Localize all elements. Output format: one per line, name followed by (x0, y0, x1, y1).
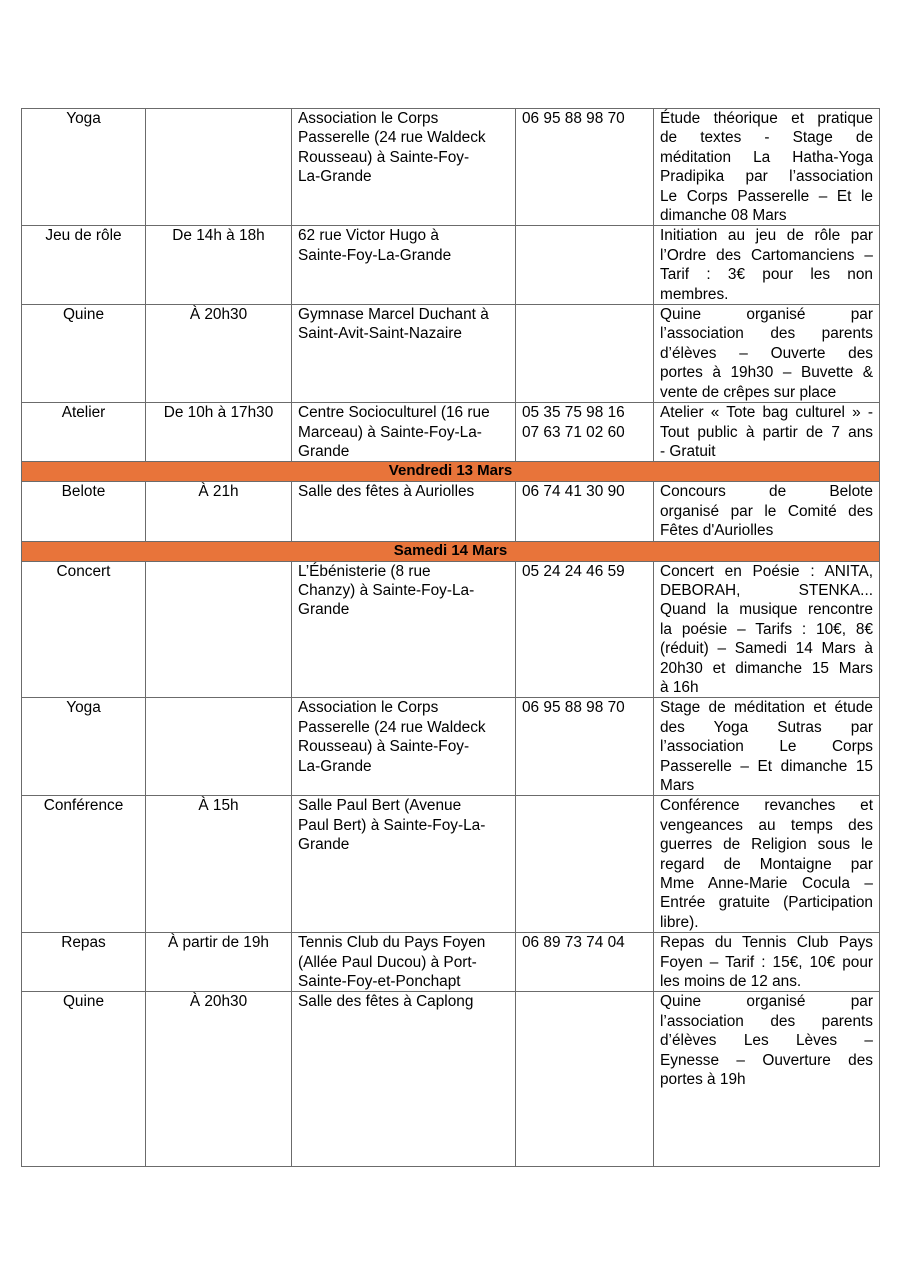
event-description (654, 403, 880, 462)
event-row (22, 226, 880, 305)
event-description-line: de textes - Stage de (660, 129, 873, 147)
event-description-line: Fêtes d'Auriolles (660, 522, 774, 540)
event-phone (516, 933, 654, 992)
event-description-line: libre). (660, 913, 699, 931)
day-section-label: Vendredi 13 Mars (22, 462, 880, 482)
event-description-line: Pradipika par l’association (660, 168, 873, 186)
event-place-line: Salle Paul Bert (Avenue (298, 797, 462, 815)
event-place (292, 933, 516, 992)
event-description-line: regard de Montaigne par (660, 855, 873, 873)
event-description-line: dimanche 08 Mars (660, 207, 787, 225)
event-place-line: Centre Socioculturel (16 rue (298, 404, 490, 422)
event-description-line: Tarif : 3€ pour les non (660, 266, 873, 284)
event-description-line: - Gratuit (660, 442, 716, 460)
event-time: À 20h30 (146, 992, 292, 1167)
event-description-line: Tout public à partir de 7 ans (660, 423, 873, 441)
event-description-line: Concours de Belote (660, 483, 873, 501)
event-description-line: Mme Anne-Marie Cocula – (660, 875, 873, 893)
event-description-line: DEBORAH, STENKA... (660, 581, 873, 599)
event-phone (516, 698, 654, 796)
event-description-line: Étude théorique et pratique (660, 110, 873, 127)
event-description-line: méditation La Hatha-Yoga (660, 148, 873, 166)
event-description-line: d’élèves Les Lèves – (660, 1032, 873, 1050)
event-description-line: Quand la musique rencontre (660, 601, 873, 619)
event-description-line: d’élèves – Ouverte des (660, 344, 873, 362)
event-activity: Repas (22, 933, 146, 992)
event-time: De 14h à 18h (146, 226, 292, 305)
event-time: À 21h (146, 482, 292, 541)
event-place-line: La-Grande (298, 757, 372, 775)
event-place-line: L’Ébénisterie (8 rue (298, 562, 431, 580)
event-place (292, 992, 516, 1167)
event-activity: Yoga (22, 109, 146, 226)
event-phone (516, 561, 654, 698)
event-row (22, 482, 880, 541)
event-description-line: portes à 19h (660, 1071, 746, 1089)
event-description (654, 226, 880, 305)
event-description-line: Initiation au jeu de rôle par (660, 227, 873, 245)
event-description-line: 20h30 et dimanche 15 Mars (660, 659, 873, 677)
event-description-line: portes à 19h30 – Buvette & (660, 364, 873, 382)
event-place-line: Rousseau) à Sainte-Foy- (298, 738, 470, 756)
event-description-line: Concert en Poésie : ANITA, (660, 562, 873, 580)
event-activity: Jeu de rôle (22, 226, 146, 305)
event-row (22, 403, 880, 462)
event-phone (516, 796, 654, 933)
event-place-line: Gymnase Marcel Duchant à (298, 306, 489, 324)
event-description-line: Quine organisé par (660, 306, 873, 324)
event-description-line: Quine organisé par (660, 993, 873, 1011)
event-phone-line: 06 95 88 98 70 (522, 699, 625, 717)
event-time (146, 561, 292, 698)
event-description-line: Repas du Tennis Club Pays (660, 934, 873, 952)
day-section-label: Samedi 14 Mars (22, 541, 880, 561)
event-description-line: Foyen – Tarif : 15€, 10€ pour (660, 953, 873, 971)
event-row (22, 305, 880, 403)
event-row (22, 796, 880, 933)
event-phone (516, 482, 654, 541)
event-phone (516, 403, 654, 462)
event-place (292, 226, 516, 305)
event-place-line: Marceau) à Sainte-Foy-La- (298, 423, 482, 441)
event-description-line: Atelier « Tote bag culturel » - (660, 404, 873, 422)
event-description (654, 561, 880, 698)
event-place-line: Grande (298, 836, 350, 854)
event-place-line: (Allée Paul Ducou) à Port- (298, 953, 477, 971)
event-description-line: les moins de 12 ans. (660, 973, 802, 991)
event-activity: Conférence (22, 796, 146, 933)
event-phone-line: 05 35 75 98 16 (522, 404, 625, 422)
event-phone-line: 07 63 71 02 60 (522, 423, 625, 441)
event-place-line: Grande (298, 601, 350, 619)
event-description (654, 796, 880, 933)
event-place-line: Salle des fêtes à Caplong (298, 993, 474, 1011)
event-phone (516, 992, 654, 1167)
event-phone-line: 06 89 73 74 04 (522, 934, 625, 952)
event-place (292, 403, 516, 462)
events-table (21, 108, 880, 1167)
event-place-line: Paul Bert) à Sainte-Foy-La- (298, 816, 486, 834)
events-table-container (21, 108, 879, 1167)
event-description-line: la poésie – Tarifs : 10€, 8€ (660, 620, 873, 638)
event-description-line: Le Corps Passerelle – Et le (660, 187, 873, 205)
event-row (22, 933, 880, 992)
event-row (22, 561, 880, 698)
event-activity: Belote (22, 482, 146, 541)
event-place-line: Chanzy) à Sainte-Foy-La- (298, 581, 475, 599)
event-time (146, 109, 292, 226)
event-description-line: membres. (660, 285, 729, 303)
event-place (292, 796, 516, 933)
event-time: À 20h30 (146, 305, 292, 403)
event-description-line: Passerelle – Et dimanche 15 (660, 757, 873, 775)
event-place-line: 62 rue Victor Hugo à (298, 227, 439, 245)
event-place-line: Rousseau) à Sainte-Foy- (298, 148, 470, 166)
event-row (22, 109, 880, 226)
event-place (292, 305, 516, 403)
event-place-line: La-Grande (298, 168, 372, 186)
event-description-line: Conférence revanches et (660, 797, 873, 815)
event-description-line: vengeances au temps des (660, 816, 873, 834)
event-phone (516, 109, 654, 226)
event-activity: Atelier (22, 403, 146, 462)
event-description (654, 992, 880, 1167)
event-place-line: Sainte-Foy-La-Grande (298, 246, 452, 264)
event-row (22, 698, 880, 796)
event-description-line: Mars (660, 777, 695, 794)
event-time: À 15h (146, 796, 292, 933)
event-description-line: l’association Le Corps (660, 738, 873, 756)
event-time: De 10h à 17h30 (146, 403, 292, 462)
day-section-header (22, 541, 880, 561)
event-description-line: l’association des parents (660, 325, 873, 343)
event-place-line: Salle des fêtes à Auriolles (298, 483, 475, 501)
event-place (292, 698, 516, 796)
event-phone-line: 06 95 88 98 70 (522, 110, 625, 127)
event-description-line: Eynesse – Ouverture des (660, 1051, 873, 1069)
event-description (654, 305, 880, 403)
day-section-header (22, 462, 880, 482)
event-description-line: (réduit) – Samedi 14 Mars à (660, 640, 873, 658)
event-place-line: Passerelle (24 rue Waldeck (298, 718, 486, 736)
event-description-line: Entrée gratuite (Participation (660, 894, 873, 912)
event-description (654, 698, 880, 796)
event-place (292, 482, 516, 541)
event-activity: Quine (22, 305, 146, 403)
event-description-line: organisé par le Comité des (660, 502, 873, 520)
event-place-line: Association le Corps (298, 699, 439, 717)
event-place-line: Grande (298, 442, 350, 460)
event-activity: Yoga (22, 698, 146, 796)
event-time: À partir de 19h (146, 933, 292, 992)
event-row (22, 992, 880, 1167)
event-phone-line: 06 74 41 30 90 (522, 483, 625, 501)
event-phone-line: 05 24 24 46 59 (522, 562, 625, 580)
event-phone (516, 226, 654, 305)
event-place-line: Tennis Club du Pays Foyen (298, 934, 486, 952)
event-place-line: Association le Corps (298, 110, 439, 127)
event-activity: Quine (22, 992, 146, 1167)
event-description-line: l’association des parents (660, 1012, 873, 1030)
event-place (292, 561, 516, 698)
event-description-line: vente de crêpes sur place (660, 383, 837, 401)
event-description (654, 109, 880, 226)
event-description-line: l’Ordre des Cartomanciens – (660, 246, 873, 264)
event-place (292, 109, 516, 226)
event-description-line: guerres de Religion sous le (660, 836, 873, 854)
event-place-line: Saint-Avit-Saint-Nazaire (298, 325, 462, 343)
event-description-line: Stage de méditation et étude (660, 699, 873, 717)
event-description (654, 482, 880, 541)
event-phone (516, 305, 654, 403)
event-activity: Concert (22, 561, 146, 698)
event-description (654, 933, 880, 992)
event-time (146, 698, 292, 796)
event-description-line: des Yoga Sutras par (660, 718, 873, 736)
event-place-line: Passerelle (24 rue Waldeck (298, 129, 486, 147)
event-place-line: Sainte-Foy-et-Ponchapt (298, 973, 461, 991)
event-description-line: à 16h (660, 678, 699, 696)
